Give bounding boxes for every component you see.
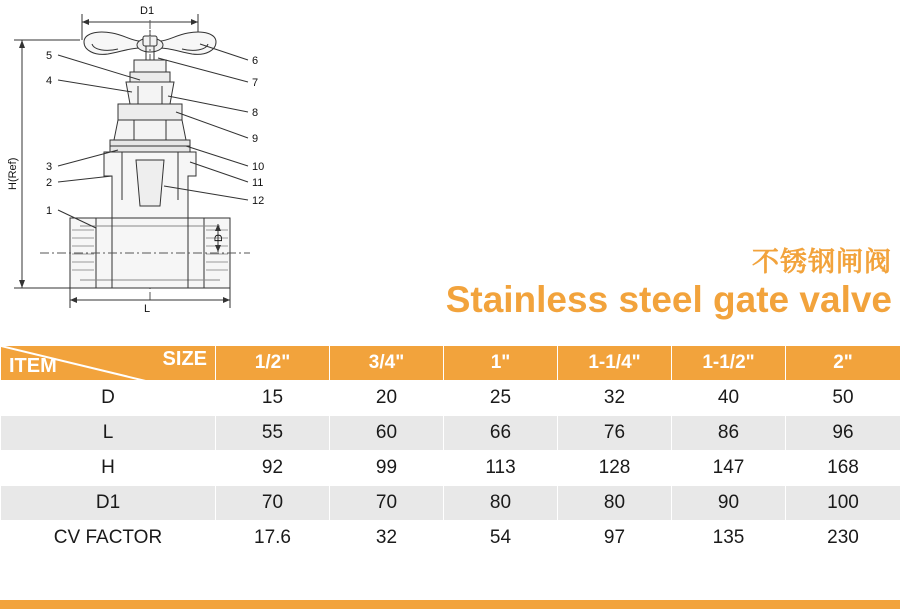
dim-label-l: L (144, 303, 151, 315)
cell-0-2: 25 (444, 381, 558, 416)
column-header-5: 2" (786, 346, 900, 381)
cell-2-5: 168 (786, 451, 900, 486)
cell-0-5: 50 (786, 381, 900, 416)
column-header-1: 3/4" (330, 346, 444, 381)
callout-11: 11 (252, 177, 264, 189)
column-header-3: 1-1/4" (558, 346, 672, 381)
table-row (1, 486, 900, 521)
callout-12: 12 (252, 195, 265, 207)
product-title-chinese: 不锈钢闸阀 (752, 247, 892, 278)
row-label-1: L (1, 416, 216, 451)
dim-label-d: D (213, 234, 225, 242)
cell-0-0: 15 (216, 381, 330, 416)
cell-4-4: 135 (672, 521, 786, 556)
cell-0-1: 20 (330, 381, 444, 416)
callout-1: 1 (46, 205, 53, 217)
cell-3-0: 70 (216, 486, 330, 521)
cell-2-1: 99 (330, 451, 444, 486)
callout-7: 7 (252, 77, 259, 89)
cell-2-3: 128 (558, 451, 672, 486)
callout-2: 2 (46, 177, 53, 189)
cell-4-1: 32 (330, 521, 444, 556)
cell-4-5: 230 (786, 521, 900, 556)
cell-2-0: 92 (216, 451, 330, 486)
cell-3-4: 90 (672, 486, 786, 521)
row-label-4: CV FACTOR (1, 521, 216, 556)
cell-1-0: 55 (216, 416, 330, 451)
bottom-accent-bar (0, 600, 900, 609)
cell-3-5: 100 (786, 486, 900, 521)
cell-4-2: 54 (444, 521, 558, 556)
dim-label-d1: D1 (140, 5, 155, 17)
callout-6: 6 (252, 55, 259, 67)
cell-0-3: 32 (558, 381, 672, 416)
cell-1-2: 66 (444, 416, 558, 451)
cell-3-3: 80 (558, 486, 672, 521)
column-header-2: 1" (444, 346, 558, 381)
table-header-row (1, 346, 900, 381)
callout-3: 3 (46, 161, 53, 173)
product-title-block (446, 248, 892, 320)
table-row (1, 381, 900, 416)
column-header-0: 1/2" (216, 346, 330, 381)
callout-8: 8 (252, 107, 259, 119)
cell-3-2: 80 (444, 486, 558, 521)
table-corner-cell (1, 346, 216, 381)
callout-4: 4 (46, 75, 53, 87)
cell-2-2: 113 (444, 451, 558, 486)
cell-1-1: 60 (330, 416, 444, 451)
dim-label-h-ref: H(Ref) (7, 157, 19, 190)
row-label-0: D (1, 381, 216, 416)
corner-size-label: SIZE (162, 348, 207, 370)
specification-table (0, 345, 900, 556)
table-row (1, 451, 900, 486)
cell-4-0: 17.6 (216, 521, 330, 556)
table-row (1, 521, 900, 556)
corner-item-label: ITEM (9, 355, 57, 377)
cell-1-5: 96 (786, 416, 900, 451)
product-title-english: Stainless steel gate valve (445, 279, 892, 320)
callout-10: 10 (252, 161, 265, 173)
cell-1-3: 76 (558, 416, 672, 451)
cell-4-3: 97 (558, 521, 672, 556)
callout-9: 9 (252, 133, 259, 145)
column-header-4: 1-1/2" (672, 346, 786, 381)
cell-3-1: 70 (330, 486, 444, 521)
table-row (1, 416, 900, 451)
cell-1-4: 86 (672, 416, 786, 451)
cell-0-4: 40 (672, 381, 786, 416)
row-label-3: D1 (1, 486, 216, 521)
cell-2-4: 147 (672, 451, 786, 486)
row-label-2: H (1, 451, 216, 486)
valve-technical-drawing (0, 0, 300, 330)
callout-5: 5 (46, 50, 53, 62)
